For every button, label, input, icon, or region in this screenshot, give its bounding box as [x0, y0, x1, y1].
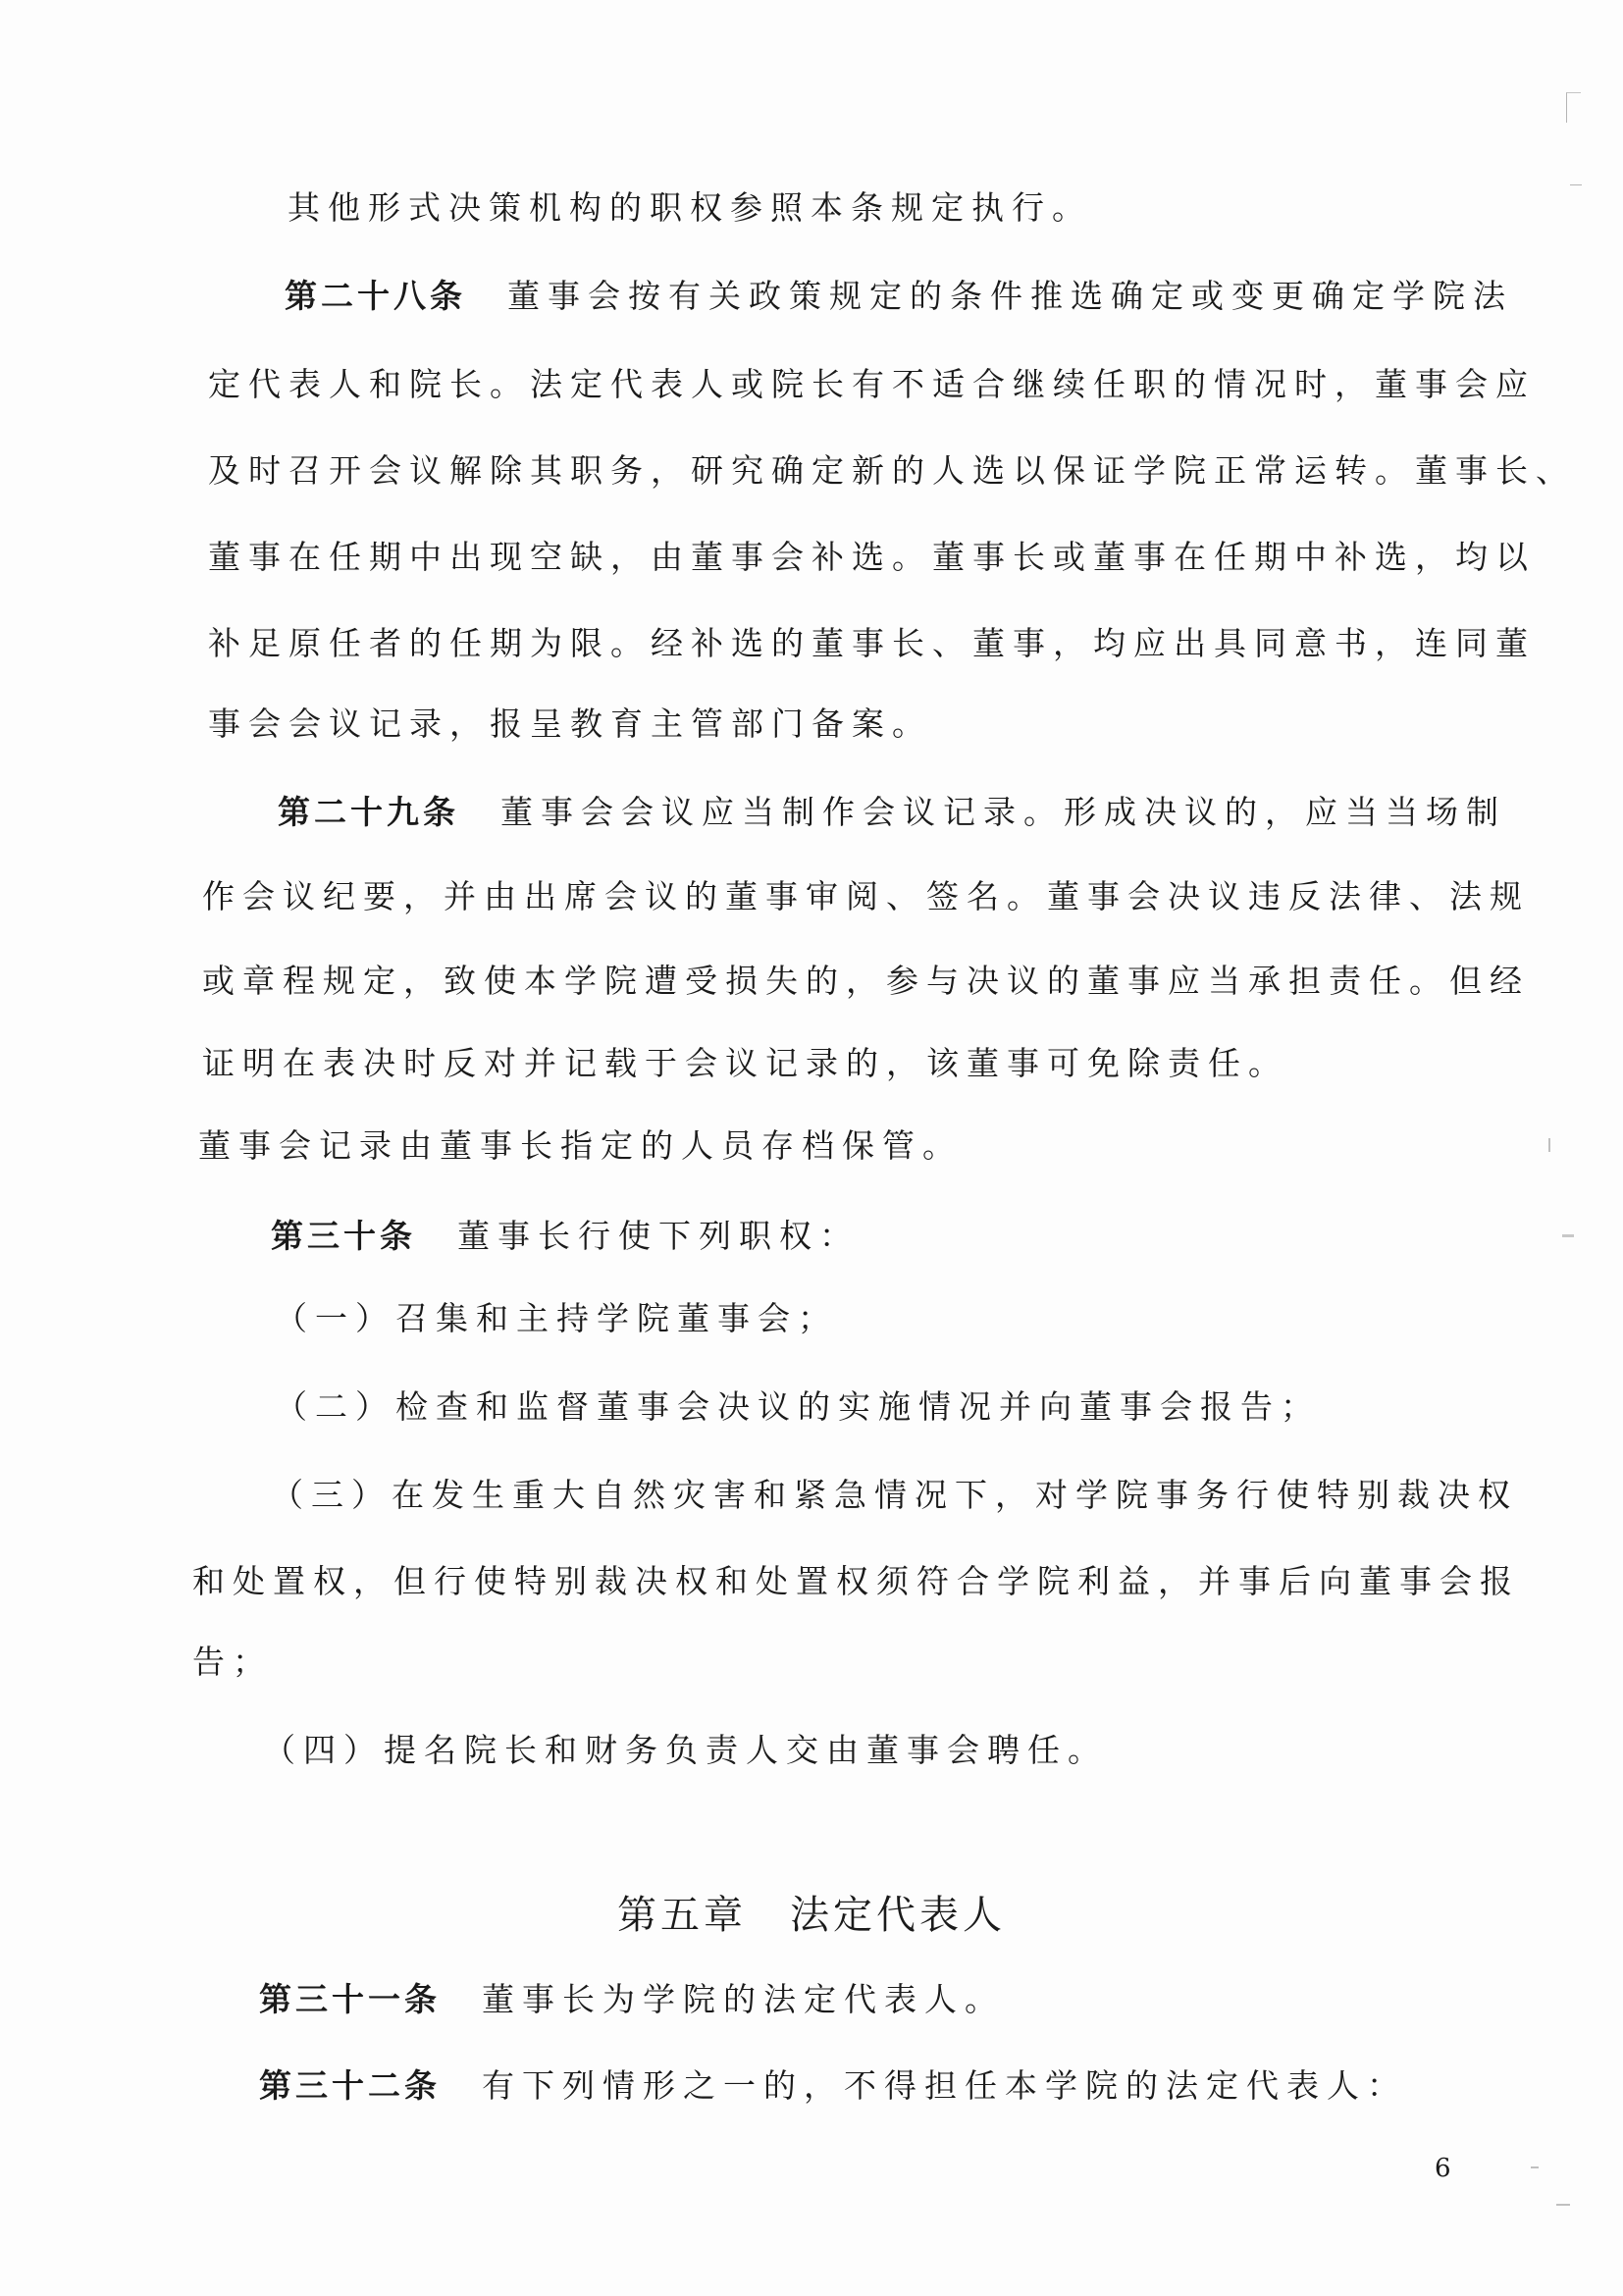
- list-item: （三）在发生重大自然灾害和紧急情况下，对学院事务行使特别裁决权: [271, 1476, 1518, 1514]
- paragraph-line: 或章程规定，致使本学院遭受损失的，参与决议的董事应当承担责任。但经: [202, 962, 1530, 1000]
- scan-artifact-mark: [1562, 1234, 1574, 1237]
- article-29-first-line: [278, 791, 1506, 834]
- paragraph-line: 补足原任者的任期为限。经补选的董事长、董事，均应出具同意书，连同董: [208, 624, 1536, 662]
- article-label: 第三十二条: [259, 2066, 441, 2105]
- scan-artifact-mark: [1566, 92, 1581, 123]
- article-label: 第二十八条: [285, 277, 466, 315]
- paragraph-line: 董事会记录由董事长指定的人员存档保管。: [198, 1126, 963, 1165]
- paragraph-line: 事会会议记录，报呈教育主管部门备案。: [208, 704, 932, 743]
- article-label: 第三十一条: [259, 1980, 441, 2018]
- paragraph-line: 和处置权，但行使特别裁决权和处置权须符合学院利益，并事后向董事会报: [192, 1562, 1520, 1600]
- list-item: （一）召集和主持学院董事会；: [275, 1299, 838, 1337]
- paragraph-line: 董事在任期中出现空缺，由董事会补选。董事长或董事在任期中补选，均以: [208, 538, 1536, 576]
- list-item: （四）提名院长和财务负责人交由董事会聘任。: [263, 1731, 1108, 1769]
- chapter-title: 法定代表人: [790, 1893, 1006, 1938]
- article-31-line: [259, 1978, 1005, 2021]
- paragraph-line: 告；: [192, 1643, 273, 1681]
- chapter-heading: [0, 1890, 1623, 1941]
- scan-artifact-mark: [1531, 2166, 1539, 2168]
- paragraph-line: 作会议纪要，并由出席会议的董事审阅、签名。董事会决议违反法律、法规: [202, 877, 1530, 915]
- article-30-first-line: [271, 1215, 860, 1258]
- chapter-number: 第五章: [617, 1893, 747, 1938]
- article-label: 第二十九条: [278, 793, 459, 831]
- paragraph-line: 定代表人和院长。法定代表人或院长有不适合继续任职的情况时，董事会应: [208, 365, 1536, 403]
- article-text: 董事会会议应当制作会议记录。形成决议的，应当当场制: [500, 793, 1506, 831]
- scan-artifact-mark: [1556, 2204, 1570, 2206]
- scan-artifact-mark: [1570, 181, 1582, 185]
- paragraph-line: 证明在表决时反对并记载于会议记录的，该董事可免除责任。: [202, 1044, 1288, 1082]
- article-text: 董事会按有关政策规定的条件推选确定或变更确定学院法: [507, 277, 1513, 315]
- article-text: 董事长行使下列职权：: [457, 1217, 860, 1255]
- list-item: （二）检查和监督董事会决议的实施情况并向董事会报告；: [275, 1387, 1321, 1426]
- article-label: 第三十条: [271, 1217, 416, 1255]
- scan-artifact-mark: [1548, 1138, 1550, 1152]
- page-number: 6: [1435, 2154, 1451, 2183]
- article-text: 董事长为学院的法定代表人。: [482, 1980, 1005, 2018]
- article-text: 有下列情形之一的，不得担任本学院的法定代表人：: [482, 2066, 1407, 2105]
- article-32-line: [259, 2064, 1407, 2108]
- article-28-first-line: [285, 275, 1513, 318]
- paragraph-line: 及时召开会议解除其职务，研究确定新的人选以保证学院正常运转。董事长、: [208, 451, 1576, 490]
- paragraph-line: 其他形式决策机构的职权参照本条规定执行。: [288, 188, 1092, 227]
